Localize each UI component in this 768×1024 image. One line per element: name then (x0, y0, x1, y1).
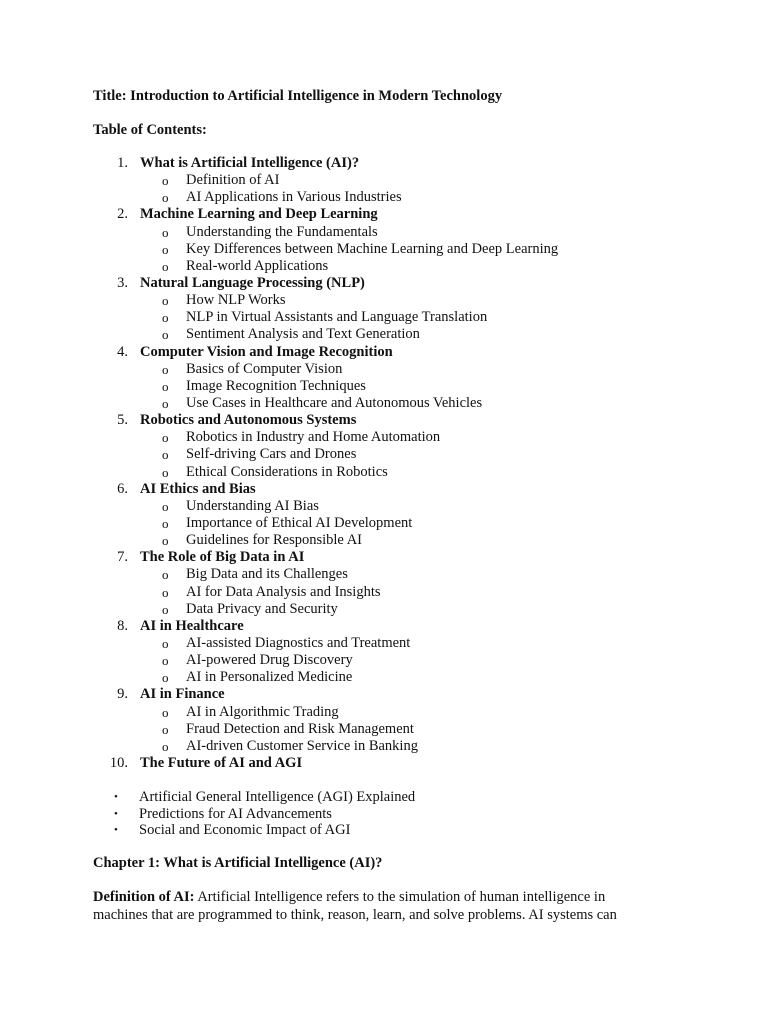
toc-subitem-text: AI-driven Customer Service in Banking (186, 737, 418, 754)
circle-bullet-icon: o (162, 721, 169, 737)
bullet-text: Predictions for AI Advancements (139, 805, 332, 822)
toc-subitem-text: NLP in Virtual Assistants and Language Translation (186, 309, 488, 326)
bullet-item (0, 789, 768, 806)
toc-subitem (0, 704, 768, 721)
toc-subitem (0, 669, 768, 686)
bullet-dot-icon: • (114, 791, 118, 803)
circle-bullet-icon: o (162, 190, 169, 206)
circle-bullet-icon: o (162, 738, 169, 754)
toc-subitem-text: Sentiment Analysis and Text Generation (186, 326, 420, 343)
toc-item (0, 755, 768, 772)
toc-subitem (0, 172, 768, 189)
circle-bullet-icon: o (162, 430, 169, 446)
toc-item-title: What is Artificial Intelligence (AI)? (140, 155, 360, 171)
toc-item (0, 155, 768, 172)
toc-subitem-text: Definition of AI (186, 172, 280, 189)
circle-bullet-icon: o (162, 567, 169, 583)
definition-text-line1: Artificial Intelligence refers to the simulation of human intelligence in (197, 889, 606, 905)
toc-subitem-text: AI-powered Drug Discovery (186, 652, 353, 669)
toc-item-number: 8. (117, 617, 128, 634)
bullet-dot-icon: • (114, 824, 118, 837)
toc-subitem-text: Real-world Applications (186, 257, 329, 274)
toc-item (0, 481, 768, 498)
circle-bullet-icon: o (162, 258, 169, 274)
toc-subitem (0, 601, 768, 618)
toc-item-title: AI Ethics and Bias (140, 480, 256, 497)
circle-bullet-icon: o (162, 653, 169, 669)
toc-item-title: AI in Healthcare (140, 617, 244, 634)
toc-subitem (0, 326, 768, 343)
toc-subitem (0, 395, 768, 412)
circle-bullet-icon: o (162, 447, 169, 463)
toc-item-title: AI in Finance (140, 686, 225, 703)
circle-bullet-icon: o (162, 464, 169, 480)
circle-bullet-icon: o (162, 241, 169, 257)
toc-subitem (0, 361, 768, 378)
circle-bullet-icon: o (162, 515, 169, 531)
toc-subitem (0, 309, 768, 326)
toc-subitem-text: AI in Algorithmic Trading (186, 703, 339, 720)
toc-item-title: The Role of Big Data in AI (140, 549, 305, 566)
toc-subitem (0, 189, 768, 206)
toc-item-number: 9. (117, 686, 128, 703)
toc-item-title: Machine Learning and Deep Learning (140, 206, 378, 223)
circle-bullet-icon: o (162, 293, 169, 309)
toc-subitem (0, 429, 768, 446)
bullet-list (0, 789, 768, 839)
toc-item-title: Natural Language Processing (NLP) (140, 274, 365, 291)
toc-item-number: 6. (117, 480, 128, 497)
toc-item-number: 2. (117, 206, 128, 223)
bullet-item (0, 806, 768, 823)
circle-bullet-icon: o (162, 670, 169, 686)
circle-bullet-icon: o (162, 310, 169, 326)
circle-bullet-icon: o (162, 533, 169, 549)
circle-bullet-icon: o (162, 704, 169, 720)
toc-item-number: 4. (117, 343, 128, 360)
toc-item-number: 7. (117, 549, 128, 566)
toc-subitem (0, 378, 768, 395)
toc-subitem-text: Robotics in Industry and Home Automation (186, 429, 441, 446)
toc-subitem-text: Guidelines for Responsible AI (186, 532, 362, 549)
bullet-dot-icon: • (114, 807, 118, 820)
toc-subitem (0, 258, 768, 275)
toc-subitem-text: AI for Data Analysis and Insights (186, 583, 381, 600)
bullet-text: Artificial General Intelligence (AGI) Explained (139, 789, 416, 805)
toc-subitem (0, 446, 768, 463)
toc-subitem-text: Understanding AI Bias (186, 497, 319, 514)
toc-subitem-text: AI Applications in Various Industries (186, 189, 402, 206)
toc-subitem-text: Data Privacy and Security (186, 600, 338, 617)
toc-subitem-text: Basics of Computer Vision (186, 360, 343, 377)
document-title: Title: Introduction to Artificial Intelligence in Modern Technology (93, 88, 503, 104)
toc-item (0, 686, 768, 703)
toc-item (0, 618, 768, 635)
toc-item-title: Computer Vision and Image Recognition (140, 343, 393, 360)
toc-subitem-text: Big Data and its Challenges (186, 566, 348, 583)
toc-subitem-text: Importance of Ethical AI Development (186, 514, 413, 531)
definition-paragraph (93, 889, 693, 924)
circle-bullet-icon: o (162, 601, 169, 617)
toc-subitem-text: Key Differences between Machine Learning and Deep Learning (186, 240, 559, 257)
table-of-contents (0, 155, 768, 772)
toc-subitem (0, 635, 768, 652)
toc-subitem (0, 224, 768, 241)
toc-subitem (0, 515, 768, 532)
bullet-text: Social and Economic Impact of AGI (139, 822, 351, 839)
definition-text-line2: machines that are programmed to think, reason, learn, and solve problems. AI systems can (93, 906, 617, 923)
circle-bullet-icon: o (162, 173, 169, 189)
toc-subitem (0, 584, 768, 601)
circle-bullet-icon: o (162, 327, 169, 343)
toc-subitem (0, 498, 768, 515)
toc-item (0, 412, 768, 429)
toc-subitem (0, 464, 768, 481)
toc-subitem (0, 566, 768, 583)
circle-bullet-icon: o (162, 395, 169, 411)
toc-subitem-text: Ethical Considerations in Robotics (186, 463, 388, 480)
toc-subitem-text: Image Recognition Techniques (186, 377, 366, 394)
toc-subitem (0, 652, 768, 669)
chapter-heading: Chapter 1: What is Artificial Intelligence (AI)? (93, 855, 383, 871)
toc-item-title: The Future of AI and AGI (140, 754, 303, 771)
toc-subitem (0, 738, 768, 755)
toc-subitem-text: Use Cases in Healthcare and Autonomous Vehicles (186, 394, 483, 411)
toc-heading: Table of Contents: (93, 122, 207, 138)
definition-label: Definition of AI: (93, 889, 195, 905)
circle-bullet-icon: o (162, 584, 169, 600)
circle-bullet-icon: o (162, 224, 169, 240)
toc-item (0, 549, 768, 566)
circle-bullet-icon: o (162, 635, 169, 651)
toc-subitem-text: How NLP Works (186, 292, 286, 309)
toc-item-title: Robotics and Autonomous Systems (140, 412, 357, 429)
toc-subitem (0, 532, 768, 549)
toc-subitem (0, 721, 768, 738)
circle-bullet-icon: o (162, 361, 169, 377)
circle-bullet-icon: o (162, 378, 169, 394)
toc-item (0, 206, 768, 223)
toc-item-number: 3. (117, 274, 128, 291)
circle-bullet-icon: o (162, 498, 169, 514)
toc-subitem-text: Fraud Detection and Risk Management (186, 720, 414, 737)
toc-subitem (0, 241, 768, 258)
toc-item-number: 1. (117, 155, 128, 171)
toc-item-number: 5. (117, 412, 128, 429)
bullet-item (0, 822, 768, 839)
toc-subitem-text: AI in Personalized Medicine (186, 669, 353, 686)
toc-subitem (0, 292, 768, 309)
toc-item (0, 344, 768, 361)
toc-item-number: 10. (109, 754, 128, 771)
toc-subitem-text: Understanding the Fundamentals (186, 223, 378, 240)
toc-item (0, 275, 768, 292)
toc-subitem-text: Self-driving Cars and Drones (186, 446, 357, 463)
toc-subitem-text: AI-assisted Diagnostics and Treatment (186, 634, 411, 651)
